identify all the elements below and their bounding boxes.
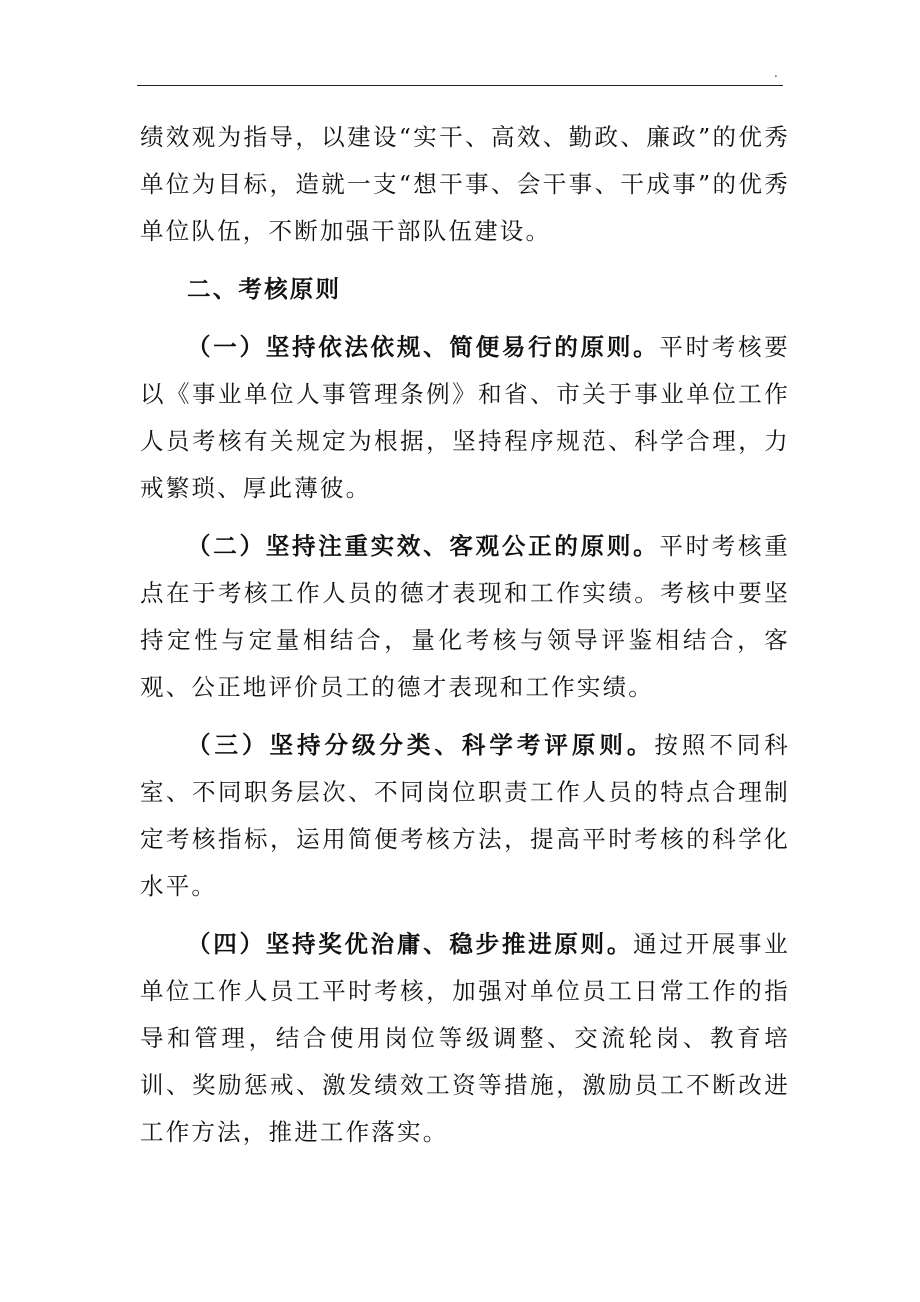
principle-1-lead: （一）坚持依法依规、简便易行的原则。 [187,333,660,361]
principle-2-text: 平时考核重点在于考核工作人员的德才表现和工作实绩。考核中要坚持定性与定量相结合，量化考核与领导评鉴相结合，客观、公正地评价员工的德才表现和工作实绩。 [140,532,790,701]
document-body [140,114,790,1167]
principle-paragraph-4 [140,921,790,1156]
principle-3-lead: （三）坚持分级分类、科学考评原则。 [187,731,655,759]
principle-4-lead: （四）坚持奖优治庸、稳步推进原则。 [187,930,634,958]
section-heading-text: 二、考核原则 [187,275,342,303]
principle-1-text: 平时考核要以《事业单位人事管理条例》和省、市关于事业单位工作人员考核有关规定为根据，坚持程序规范、科学合理，力戒繁琐、厚此薄彼。 [140,333,790,502]
principle-2-lead: （二）坚持注重实效、客观公正的原则。 [187,532,660,560]
principle-3-text: 按照不同科室、不同职务层次、不同岗位职责工作人员的特点合理制定考核指标，运用简便考核方法，提高平时考核的科学化水平。 [140,731,791,900]
section-heading [140,266,790,313]
principle-4-text: 通过开展事业单位工作人员工平时考核，加强对单位员工日常工作的指导和管理，结合使用岗位等级调整、交流轮岗、教育培训、奖励惩戒、激发绩效工资等措施，激励员工不断改进工作方法，推进工作落实。 [140,930,790,1146]
header-dot: . [774,66,778,80]
header-rule [137,85,783,86]
intro-paragraph [140,114,790,255]
principle-paragraph-2 [140,523,790,711]
intro-text: 绩效观为指导，以建设“实干、高效、勤政、廉政”的优秀单位为目标，造就一支“想干事、会干事、干成事”的优秀单位队伍，不断加强干部队伍建设。 [140,123,790,245]
principle-paragraph-1 [140,324,790,512]
principle-paragraph-3 [140,722,790,910]
